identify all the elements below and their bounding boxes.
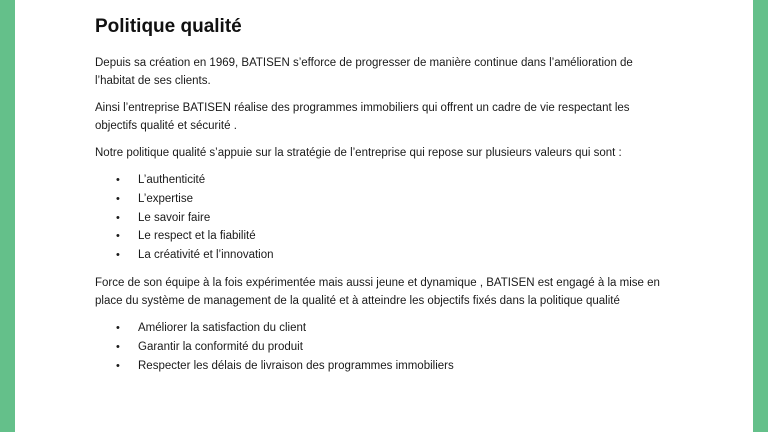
list-item: • Améliorer la satisfaction du client	[95, 319, 675, 338]
objectives-list	[95, 319, 675, 375]
document-content	[95, 14, 675, 384]
bullet-icon: •	[116, 321, 120, 334]
bullet-icon: •	[116, 230, 120, 243]
bullet-icon: •	[116, 249, 120, 262]
team-paragraph: Force de son équipe à la fois expérimentée mais aussi jeune et dynamique , BATISEN est engagé à la mise en place du système de management de la qualité et à atteindre les objectifs fixés dans la politique qualité	[95, 276, 660, 307]
list-item: • La créativité et l’innovation	[95, 246, 675, 265]
bullet-icon: •	[116, 174, 120, 186]
list-item: • Garantir la conformité du produit	[95, 338, 675, 357]
list-item: • Respecter les délais de livraison des programmes immobiliers	[95, 357, 675, 376]
list-item: • Le respect et la fiabilité	[95, 227, 675, 246]
programs-paragraph: Ainsi l’entreprise BATISEN réalise des programmes immobiliers qui offrent un cadre de vie respectant les objectifs qualité et sécurité .	[95, 102, 630, 132]
bullet-icon: •	[116, 192, 120, 205]
bullet-icon: •	[116, 211, 120, 224]
intro-paragraph: Depuis sa création en 1969, BATISEN s’efforce de progresser de manière continue dans l’amélioration de l’habitat de ses clients.	[95, 57, 633, 87]
document-page	[15, 0, 753, 432]
bullet-icon: •	[116, 340, 120, 353]
list-item: • Le savoir faire	[95, 209, 675, 228]
bullet-icon: •	[116, 359, 120, 372]
list-item: • L’authenticité	[95, 171, 675, 190]
strategy-paragraph: Notre politique qualité s’appuie sur la stratégie de l’entreprise qui repose sur plusieurs valeurs qui sont :	[95, 147, 622, 159]
list-item: • L’expertise	[95, 190, 675, 209]
page-title: Politique qualité	[95, 16, 242, 37]
values-list	[95, 171, 675, 265]
